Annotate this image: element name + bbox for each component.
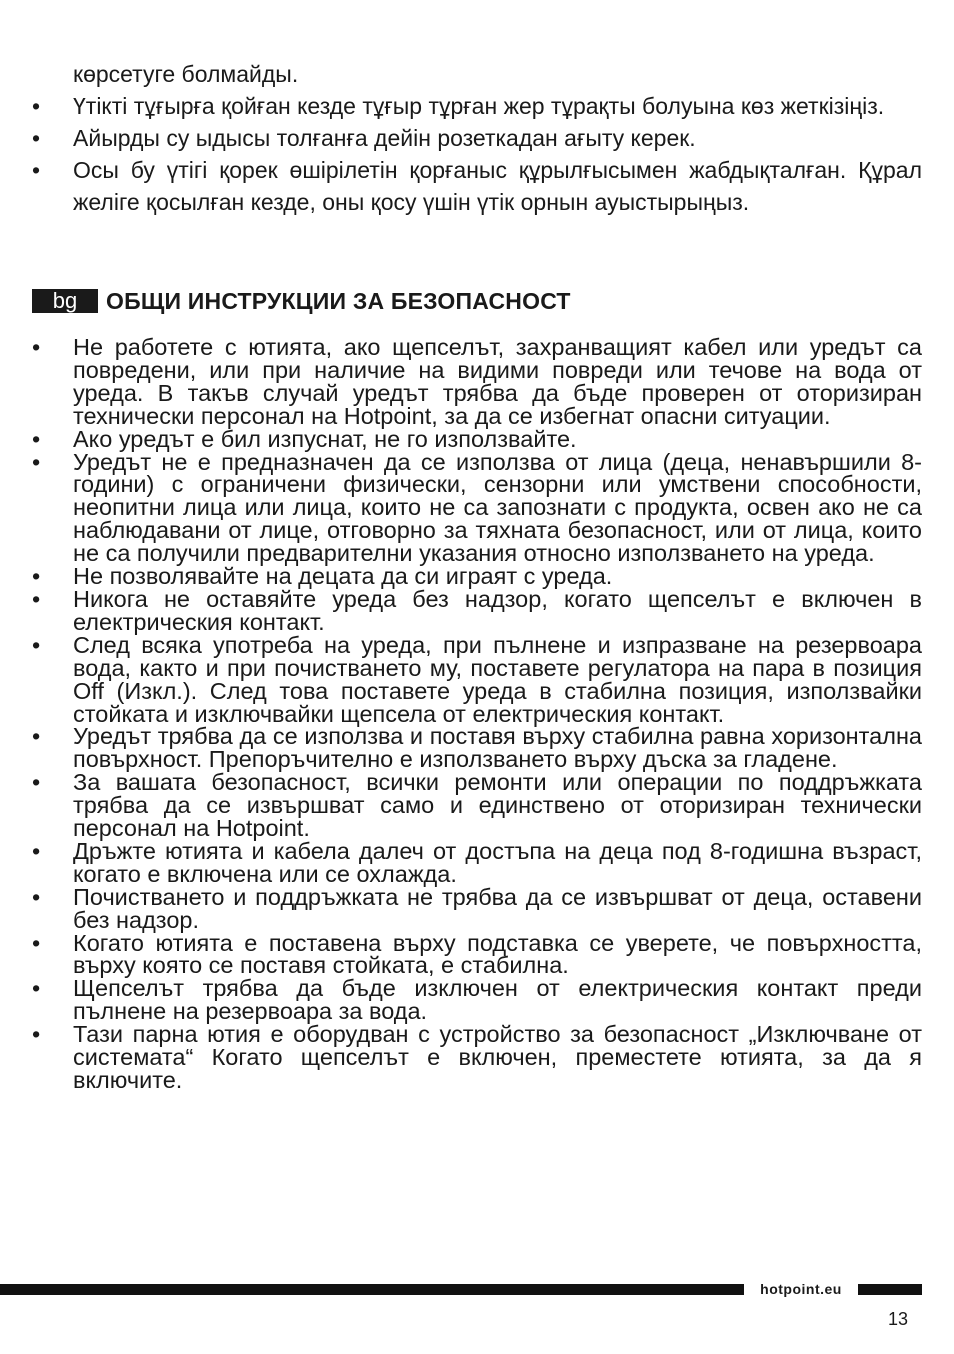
- list-item: [32, 122, 922, 154]
- list-item: [32, 1023, 922, 1092]
- footer-rule-left: [0, 1284, 744, 1295]
- bullet-icon: •: [32, 723, 41, 750]
- list-item-text: Дръжте ютията и кабела далеч от достъпа на деца под 8-годишна възраст, когато е включена или се охлажда.: [73, 837, 922, 887]
- bullet-icon: •: [32, 769, 41, 796]
- bulgarian-safety-list: [32, 336, 922, 1092]
- list-item: [32, 771, 922, 840]
- list-item: [32, 448, 922, 567]
- section-heading: [32, 287, 571, 315]
- bullet-icon: •: [32, 631, 41, 658]
- list-item-text: Айырды су ыдысы толғанға дейін розеткадан ағыту керек.: [73, 125, 696, 151]
- list-item: [32, 883, 922, 933]
- bullet-icon: •: [32, 929, 41, 956]
- list-item-text: Почистването и поддръжката не трябва да се извършват от деца, оставени без надзор.: [73, 883, 922, 933]
- bullet-icon: •: [32, 975, 41, 1002]
- bullet-icon: •: [32, 1021, 41, 1048]
- bullet-icon: •: [32, 448, 41, 475]
- list-item: [32, 929, 922, 979]
- list-item-text: Когато ютията е поставена върху подставка се уверете, че повърхността, върху която се поставя стойката, е стабилна.: [73, 929, 922, 979]
- list-item-text: За вашата безопасност, всички ремонти или операции по поддръжката трябва да се извършват само и единствено от оторизиран технически персонал на Hotpoint.: [73, 769, 922, 842]
- bullet-icon: •: [32, 585, 41, 612]
- list-item: [32, 585, 922, 635]
- bullet-icon: •: [32, 125, 41, 151]
- list-item-text: Тази парна ютия е оборудван с устройство за безопасност „Изключване от системата“ Когато щепселът е включен, преместете ютията, за да я включите.: [73, 1021, 922, 1093]
- list-item-text: Не позволявайте на децата да си играят с уреда.: [73, 563, 613, 590]
- list-item-text: Үтікті тұғырға қойған кезде тұғыр тұрған жер тұрақты болуына көз жеткізіңіз.: [73, 93, 885, 119]
- list-item-text: Ако уредът е бил изпуснат, не го използвайте.: [73, 425, 577, 452]
- kazakh-safety-section: [32, 58, 922, 218]
- bullet-icon: •: [32, 334, 41, 360]
- bullet-icon: •: [32, 883, 41, 910]
- list-item-text: Никога не оставяйте уреда без надзор, когато щепселът е включен в електрическия контакт.: [73, 585, 922, 635]
- bullet-icon: •: [32, 837, 41, 864]
- list-item: [32, 565, 922, 588]
- continued-text: көрсетуге болмайды.: [73, 61, 299, 87]
- list-item-text: Щепселът трябва да бъде изключен от електрическия контакт преди пълнене на резервоара за вода.: [73, 975, 922, 1025]
- list-item-text: Уредът трябва да се използва и поставя върху стабилна равна хоризонтална повърхност. Препоръчително е използването върху дъска за гладене.: [73, 723, 922, 773]
- list-item: [32, 90, 922, 122]
- list-item-text: Осы бу үтігі қорек өшірілетін қорғаныс құрылғысымен жабдықталған. Құрал желіге қосылған кезде, оны қосу үшін үтік орнын ауыстырыңыз.: [73, 157, 922, 215]
- list-item-text: След всяка употреба на уреда, при пълнене и изпразване на резервоара вода, както и при почистването му, поставете регулатора на пара в позиция Off (Изкл.). След това поставете уреда в стабилна позиция, използвайки стойката и изключвайки щепсела от електрическия контакт.: [73, 631, 922, 727]
- list-item: [32, 837, 922, 887]
- footer-rule-right: [858, 1284, 922, 1295]
- list-item: [32, 977, 922, 1023]
- list-item: [32, 631, 922, 727]
- bullet-icon: •: [32, 93, 41, 119]
- list-item: [32, 154, 922, 218]
- language-badge: bg: [32, 289, 98, 313]
- brand-website: hotpoint.eu: [760, 1281, 842, 1297]
- bullet-icon: •: [32, 425, 41, 452]
- list-item-text: Не работете с ютията, ако щепселът, захранващият кабел или уредът са повредени, или при наличие на видими повреди или течове на вода от уреда. В такъв случай уредът трябва да бъде проверен от оторизиран технически персонал на Hotpoint, за да се избегнат опасни ситуации.: [73, 334, 922, 429]
- section-title: ОБЩИ ИНСТРУКЦИИ ЗА БЕЗОПАСНОСТ: [106, 287, 571, 314]
- list-item: [32, 425, 922, 452]
- list-item: [32, 725, 922, 771]
- page-number: 13: [887, 1309, 908, 1329]
- list-item-text: Уредът не е предназначен да се използва от лица (деца, ненавършили 8-години) с ограничени физически, сензорни или умствени способности, неопитни лица или лица, които не са запознати с продукта, освен ако не са наблюдавани от лице, отговорно за тяхната безопасност, или от лица, които не са получили предварителни указания относно използването на уреда.: [73, 448, 922, 567]
- list-item: [32, 336, 922, 428]
- bullet-icon: •: [32, 157, 41, 183]
- bullet-icon: •: [32, 563, 41, 590]
